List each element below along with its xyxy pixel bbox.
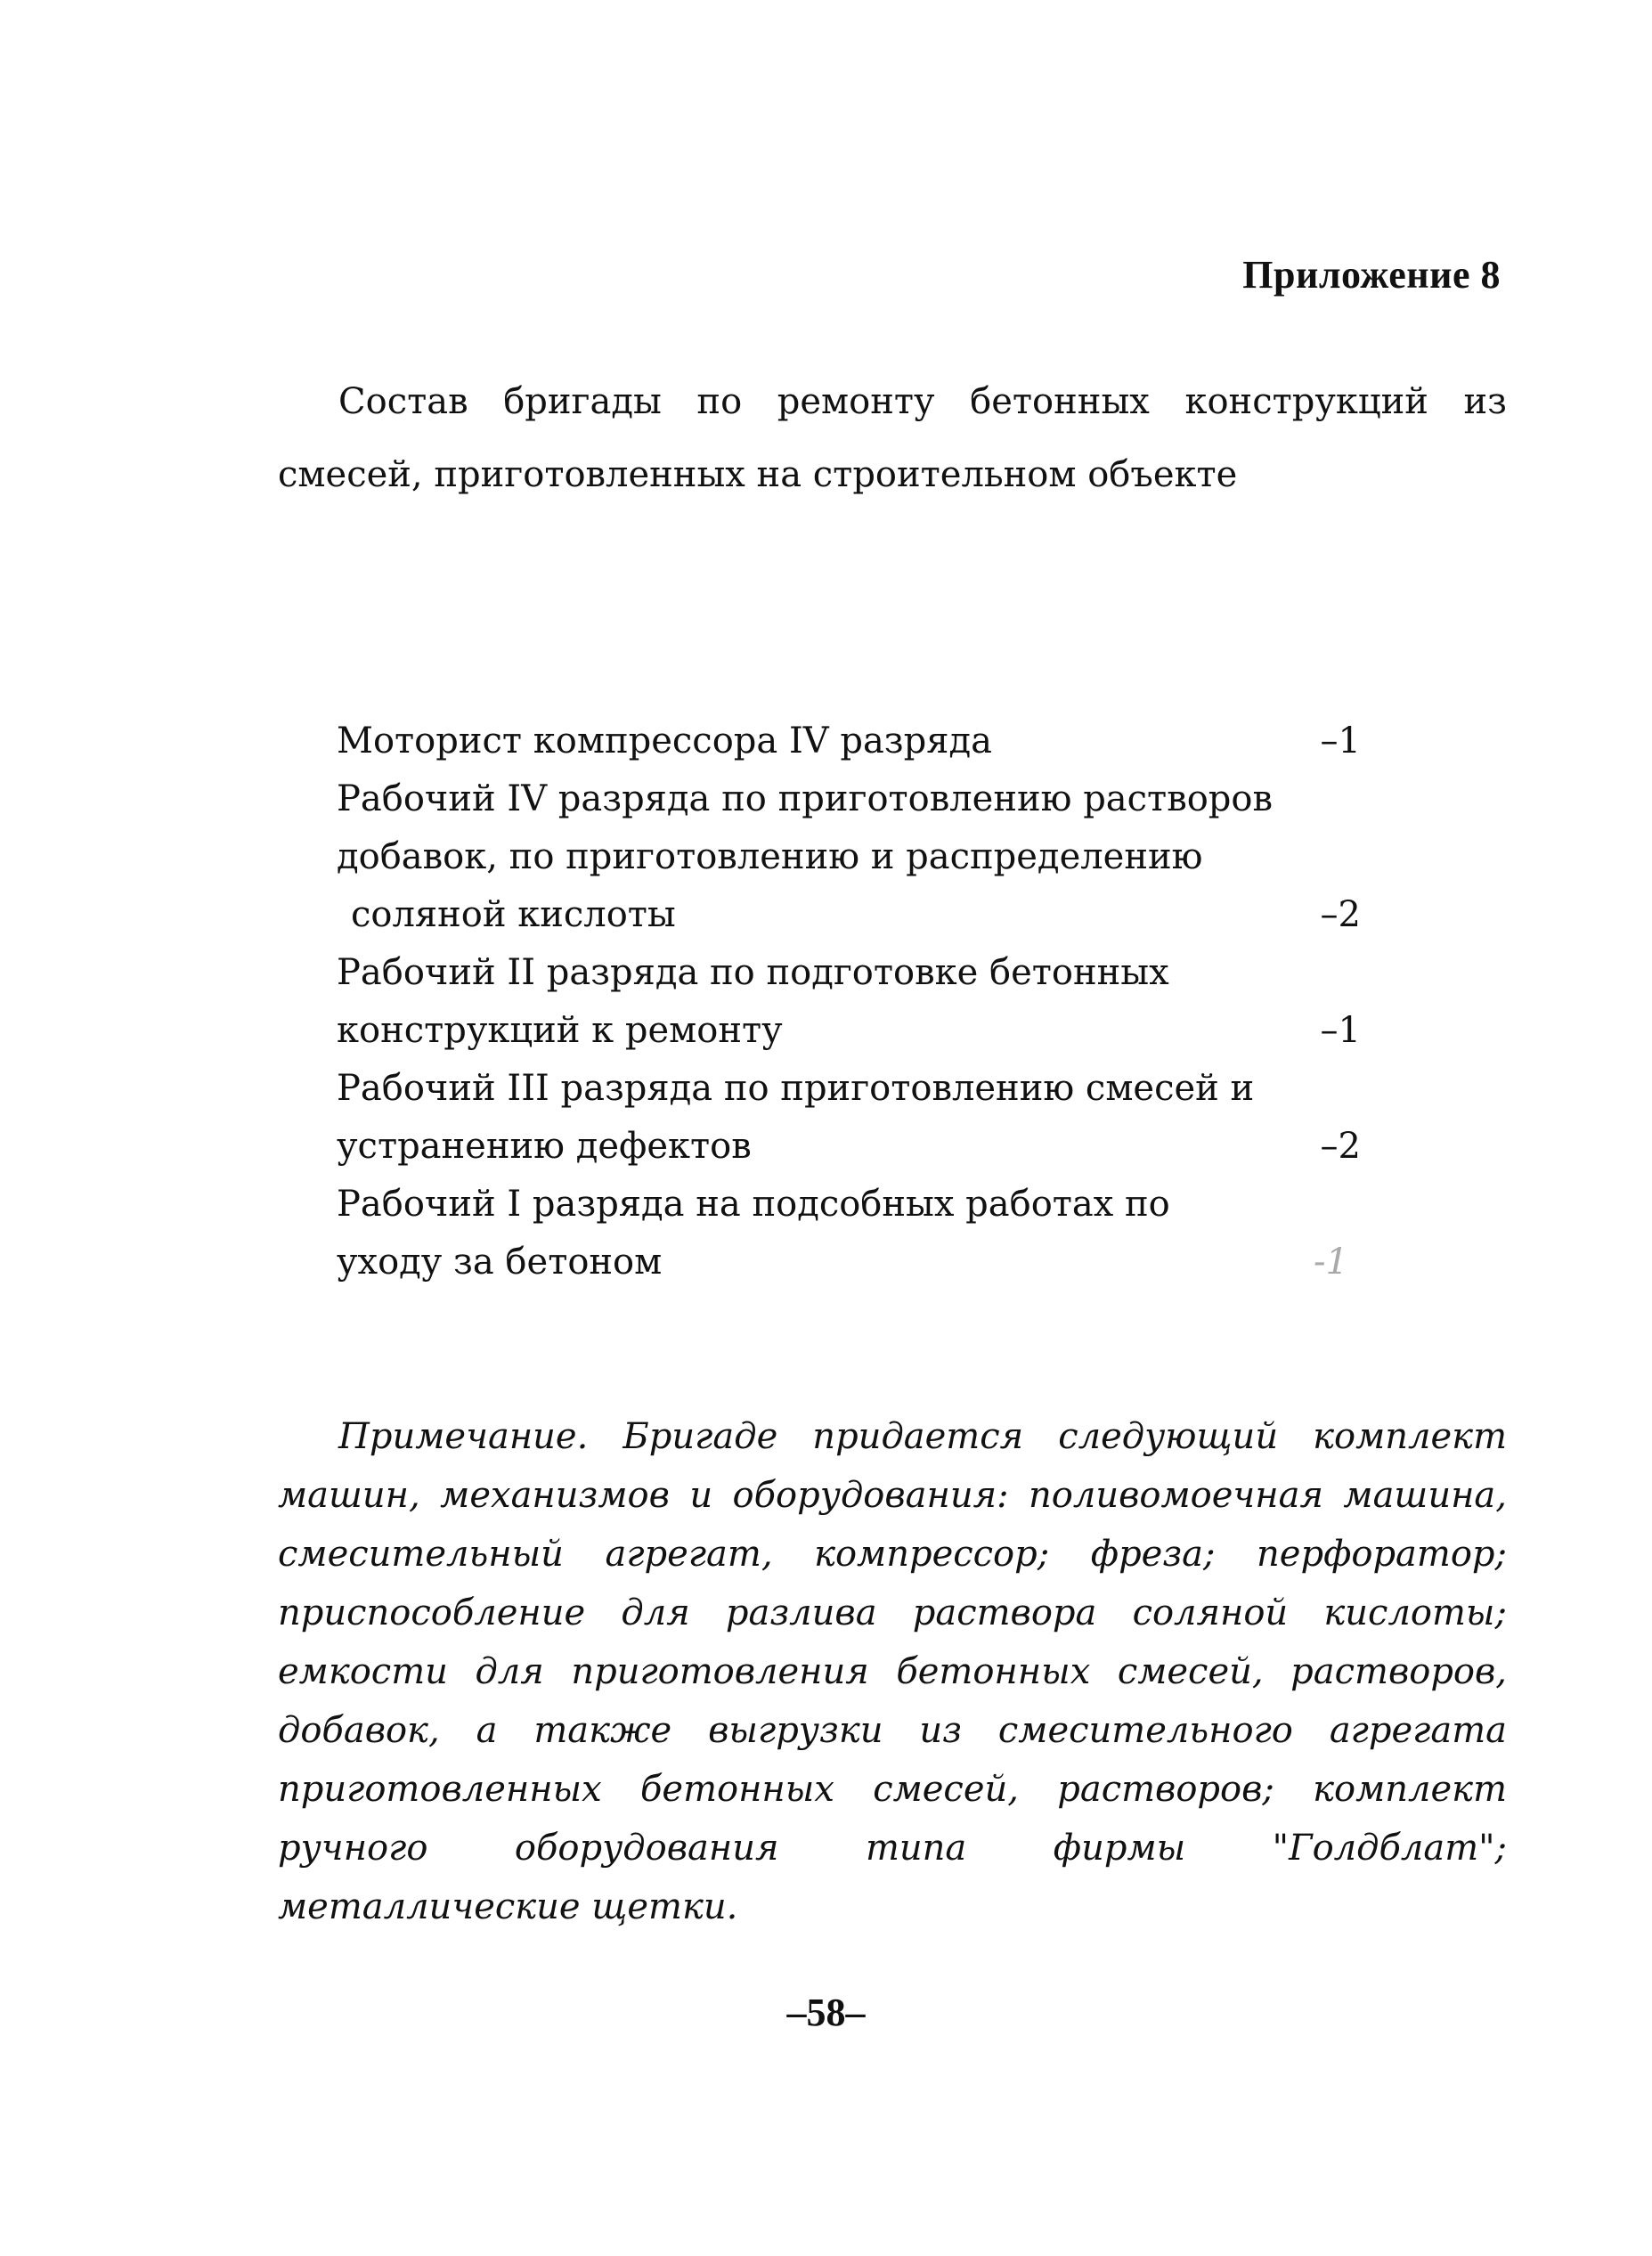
crew-item-count: –2: [1320, 894, 1361, 935]
crew-item-count: -1: [1314, 1242, 1348, 1283]
crew-item-continuation: [337, 886, 1361, 944]
crew-composition-list: [337, 713, 1361, 1291]
crew-item: [337, 944, 1361, 1002]
crew-item-text: Рабочий III разряда по приготовлению смесей и: [337, 1068, 1255, 1109]
crew-item-text: Рабочий IV разряда по приготовлению растворов: [337, 778, 1273, 819]
crew-item-continuation: [337, 828, 1361, 886]
crew-item-text: устранению дефектов: [337, 1126, 752, 1167]
crew-item-text: Моторист компрессора IV разряда: [337, 721, 992, 762]
note-paragraph: Примечание. Бригаде придается следующий комплект машин, механизмов и оборудования: поливомоечная машина, смесительный агрегат, компрессор; фреза; перфоратор; приспособление для разлива раствора соляной кислоты; емкости для приготовления бетонных смесей, растворов, добавок, а также выгрузки из смесительного агрегата приготовленных бетонных смесей, растворов; комплект ручного оборудования типа фирмы "Голдблат"; металлические щетки.: [278, 1416, 1507, 1927]
crew-item-text: Рабочий II разряда по подготовке бетонных: [337, 952, 1169, 993]
crew-item-count: –1: [1320, 721, 1361, 762]
crew-item-count: –1: [1320, 1010, 1361, 1051]
document-title: Состав бригады по ремонту бетонных конструкций из смесей, приготовленных на строительном объекте: [278, 381, 1507, 495]
crew-item-text: Рабочий I разряда на подсобных работах по: [337, 1184, 1170, 1225]
appendix-label: Приложение 8: [1242, 253, 1501, 297]
crew-item-text: конструкций к ремонту: [337, 1010, 783, 1051]
crew-item-text: добавок, по приготовлению и распределению: [337, 836, 1203, 877]
crew-item-continuation: [337, 1002, 1361, 1060]
crew-item-continuation: [337, 1118, 1361, 1176]
page-number: –58–: [786, 1991, 866, 2034]
crew-item: [337, 1060, 1361, 1118]
crew-item-count: –2: [1320, 1126, 1361, 1167]
crew-item-text: соляной кислоты: [351, 894, 676, 935]
crew-item: [337, 770, 1361, 828]
crew-item: [337, 713, 1361, 770]
crew-item: [337, 1176, 1361, 1234]
crew-item-continuation: [337, 1234, 1361, 1291]
crew-item-text: уходу за бетоном: [337, 1242, 663, 1283]
